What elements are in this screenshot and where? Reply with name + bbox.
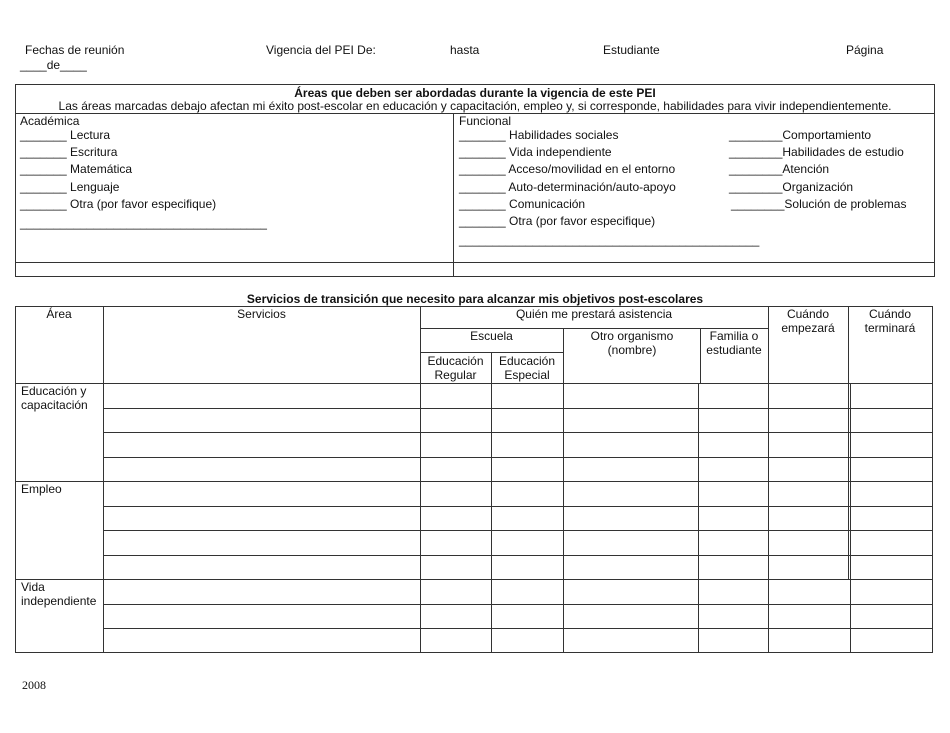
header-family: Familia o estudiante [706, 329, 762, 357]
header-school: Escuela [470, 329, 513, 343]
header-area: Área [46, 307, 72, 321]
header-services: Servicios [237, 307, 286, 321]
functional-other-line[interactable]: _____________________________________________ [459, 233, 760, 247]
academic-item-reading[interactable]: _______ Lectura [20, 128, 111, 142]
header-start: Cuándo empezará [781, 307, 835, 335]
col-line-family-body [698, 383, 699, 653]
areas-subtitle: Las áreas marcadas debajo afectan mi éxito post-escolar en educación y capacitación, empleo y, si corresponde, habilidades para vivir independientemente. [58, 99, 892, 113]
areas-column-divider [453, 113, 454, 277]
col-line-services [103, 306, 104, 653]
row-label-independent-living: Vida independiente [21, 580, 97, 608]
row-label-education: Educación y capacitación [21, 384, 88, 412]
functional-item-problem-solving[interactable]: ________Solución de problemas [731, 197, 907, 211]
functional-item-mobility[interactable]: _______ Acceso/movilidad en el entorno [459, 162, 676, 176]
student-label: Estudiante [603, 43, 660, 57]
row-line [103, 555, 933, 556]
iep-validity-label: Vigencia del PEI De: [266, 43, 376, 57]
col-line-who [420, 306, 421, 653]
header-bottom-line [15, 383, 933, 384]
meeting-dates-label: Fechas de reunión [25, 43, 125, 57]
header-regular-ed: Educación Regular [427, 354, 484, 382]
areas-title: Áreas que deben ser abordadas durante la vigencia de este PEI [294, 86, 656, 100]
academic-heading: Académica [20, 114, 80, 128]
page-label: Página [846, 43, 884, 57]
row-line [103, 408, 933, 409]
functional-item-self-determination[interactable]: _______ Auto-determinación/auto-apoyo [459, 180, 676, 194]
header-end: Cuándo terminará [864, 307, 916, 335]
until-label: hasta [450, 43, 480, 57]
header-who: Quién me prestará asistencia [515, 307, 673, 321]
functional-item-organization[interactable]: ________Organización [729, 180, 854, 194]
group-line-independent-living [15, 579, 933, 580]
meeting-dates-of: ____de____ [20, 58, 87, 72]
academic-item-math[interactable]: _______ Matemática [20, 162, 133, 176]
functional-item-study-skills[interactable]: ________Habilidades de estudio [729, 145, 904, 159]
row-line [103, 432, 933, 433]
col-line-start [768, 306, 769, 653]
row-line [103, 457, 933, 458]
row-label-employment: Empleo [21, 482, 62, 496]
areas-bottom-divider [15, 262, 935, 263]
functional-item-communication[interactable]: _______ Comunicación [459, 197, 586, 211]
header-other-agency: Otro organismo (nombre) [590, 329, 674, 357]
row-line [103, 530, 933, 531]
col-line-special [491, 352, 492, 653]
academic-item-other[interactable]: _______ Otra (por favor especifique) [20, 197, 217, 211]
header-who-underline [420, 328, 768, 329]
functional-item-behavior[interactable]: ________Comportamiento [729, 128, 872, 142]
row-line [103, 604, 933, 605]
functional-item-independent-living[interactable]: _______ Vida independiente [459, 145, 612, 159]
academic-item-language[interactable]: _______ Lenguaje [20, 180, 120, 194]
group-line-employment [15, 481, 933, 482]
col-line-family-head [700, 328, 701, 383]
functional-item-other[interactable]: _______ Otra (por favor especifique) [459, 214, 656, 228]
col-line-end-body [850, 383, 851, 653]
academic-other-line[interactable]: _____________________________________ [20, 216, 267, 230]
functional-heading: Funcional [459, 114, 512, 128]
academic-item-writing[interactable]: _______ Escritura [20, 145, 118, 159]
footer-year: 2008 [22, 678, 46, 692]
services-title: Servicios de transición que necesito para alcanzar mis objetivos post-escolares [246, 292, 704, 306]
col-line-end-upper [848, 306, 849, 580]
row-line [103, 628, 933, 629]
row-line [103, 506, 933, 507]
header-special-ed: Educación Especial [498, 354, 556, 382]
functional-item-social[interactable]: _______ Habilidades sociales [459, 128, 619, 142]
functional-item-attention[interactable]: ________Atención [729, 162, 830, 176]
